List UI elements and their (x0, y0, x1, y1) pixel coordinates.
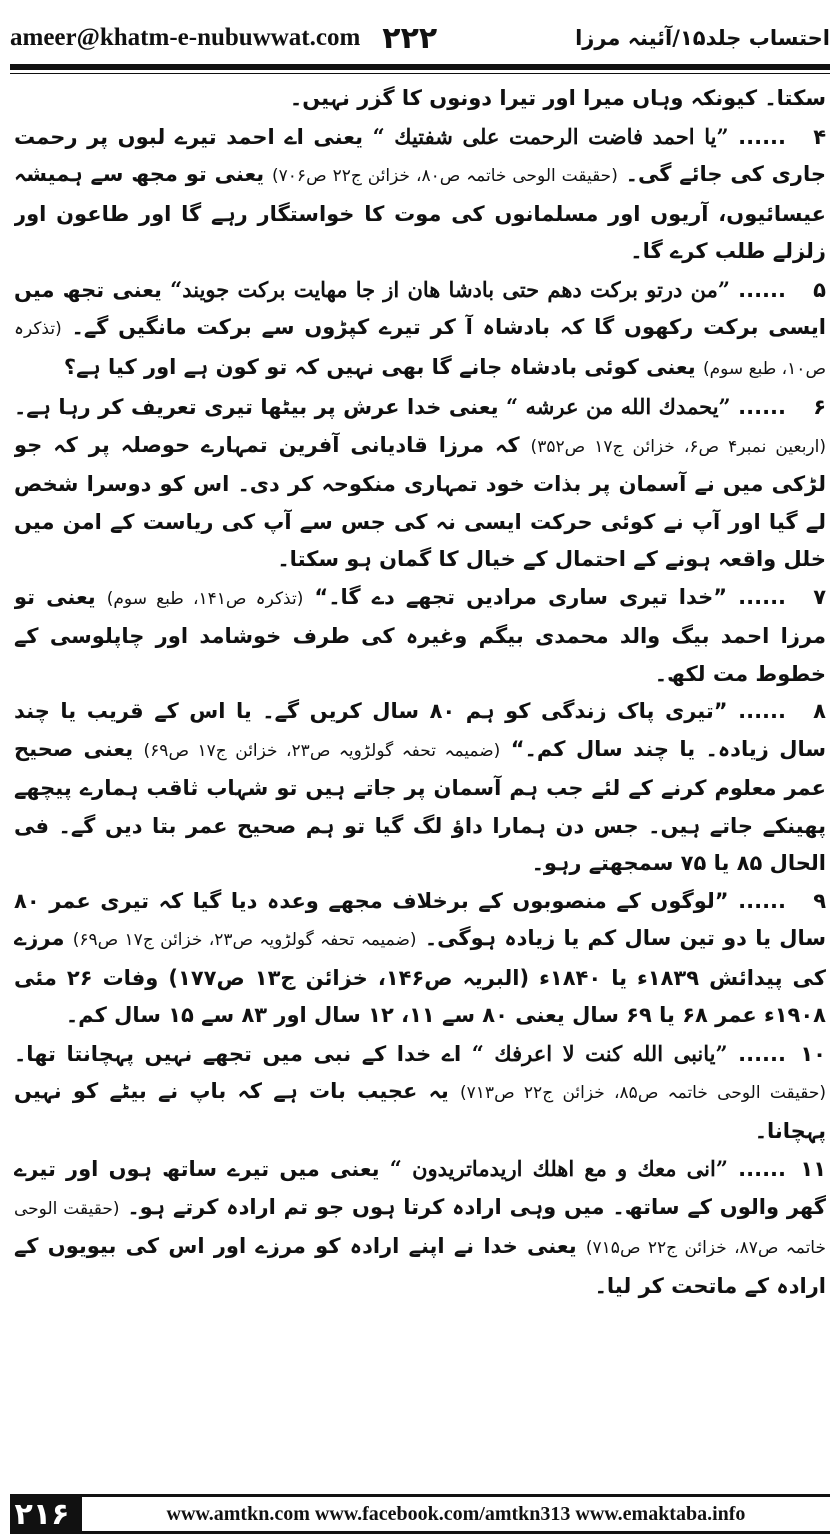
item-quote: ”یحمدك الله من عرشه “ (505, 394, 731, 419)
item-number: ۱۱ (800, 1157, 826, 1181)
item-dots: ...... (738, 888, 787, 913)
list-item (14, 1035, 826, 1151)
item-reference: (اربعین نمبر۴ ص۶، خزائن ج۱۷ ص۳۵۲) (530, 436, 826, 457)
opening-line: سکتا۔ کیونکہ وہاں میرا اور تیرا دونوں کا گزر نہیں۔ (289, 86, 826, 110)
item-comment: یعنی تو مرزا احمد بیگ والد محمدی بیگم وغیرہ کی طرف خوشامد اور چاپلوسی کے خطوط مت لکھ۔ (14, 584, 826, 686)
item-number: ۱۰ (800, 1041, 826, 1066)
page-body (14, 80, 826, 1482)
item-translation: یعنی خدا عرش پر بیٹھا تیری تعریف کر رہا ہے۔ (14, 395, 499, 419)
item-quote: ”یانبی الله کنت لا اعرفك “ (471, 1040, 728, 1066)
item-quote: ”یا احمد فاضت الرحمت علی شفتیك “ (372, 123, 729, 149)
item-reference: (حقیقت الوحی خاتمہ ص۸۰، خزائن ج۲۲ ص۷۰۶) (272, 166, 618, 186)
item-reference: (ضمیمہ تحفہ گولڑویہ ص۲۳، خزائن ج۱۷ ص۶۹) (72, 930, 417, 950)
item-reference: (تذکرہ ص۱۴۱، طبع سوم) (106, 588, 304, 609)
item-reference: (تذکرہ ص۱۰، طبع سوم) (14, 319, 826, 379)
item-dots: ...... (738, 1041, 786, 1066)
item-number: ۸ (813, 699, 826, 723)
footer-links: www.amtkn.com www.facebook.com/amtkn313 www.emaktaba.info (82, 1494, 830, 1534)
list-item (14, 1150, 826, 1305)
item-dots: ...... (738, 277, 786, 302)
item-translation: اے خدا کے نبی میں تجھے نہیں پہچانتا تھا۔ (14, 1041, 462, 1066)
item-comment: یعنی تو مجھ سے ہمیشہ عیسائیوں، آریوں اور مسلمانوں کی موت کا خواستگار رہے گا اور طاعون اور زلزلے طلب کرے گا۔ (14, 162, 826, 263)
header-email: ameer@khatm-e-nubuwwat.com (10, 24, 361, 51)
item-quote: ”خدا تیری ساری مرادیں تجھے دے گا۔“ (314, 584, 728, 609)
header-page-number: ۲۲۲ (382, 20, 438, 56)
item-number: ۵ (813, 277, 826, 302)
item-number: ۶ (813, 395, 826, 419)
list-item (14, 693, 826, 883)
list-item (14, 118, 826, 271)
list-item (14, 883, 826, 1035)
header-rule-thick (10, 64, 830, 70)
item-comment: مرزے کی پیدائش ۱۸۳۹ء یا ۱۸۴۰ء (البریہ ص۱۴۶، خزائن ج۱۳ ص۱۷۷) وفات ۲۶ مئی ۱۹۰۸ء عمر ۶۸ یا ۶۹ سال یعنی ۸۰ سے ۱۱، ۱۲ سال اور ۸۳ سے ۱۵ سال کم۔ (14, 926, 826, 1027)
header-rule-thin (10, 73, 830, 74)
item-number: ۴ (813, 124, 826, 149)
header-left (10, 21, 437, 56)
item-comment: کہ مرزا قادیانی آفرین تمہارے حوصلہ پر کہ جو لڑکی میں نے آسمان پر بذات خود تمہاری منکوحہ کر دی۔ اس کو دوسرا شخص لے گیا اور آپ نے کوئی حرکت ایسی نہ کی جس سے آپ کی ریاست کے امن میں خلل واقعہ ہونے کے احتمال کے خیال کا گمان ہو سکتا۔ (14, 432, 826, 571)
item-number: ۹ (813, 888, 826, 913)
list-item (14, 271, 826, 389)
page-header (10, 18, 830, 58)
item-dots: ...... (738, 584, 787, 609)
item-comment: یعنی صحیح عمر معلوم کرنے کے لئے جب ہم آسمان پر جاتے ہیں تو شہاب ثاقب ہمارے پیچھے پھینکے جاتے ہیں۔ جس دن ہمارا داؤ لگ گیا تو ہم صحیح عمر بتا دیں گے۔ فی الحال ۸۵ یا ۷۵ سمجھتے رہو۔ (14, 736, 826, 875)
item-comment: یعنی کوئی بادشاہ جانے گا بھی نہیں کہ تو کون ہے اور کیا ہے؟ (63, 354, 696, 379)
item-dots: ...... (738, 699, 786, 723)
item-dots: ...... (738, 124, 787, 149)
item-reference: (ضمیمہ تحفہ گولڑویہ ص۲۳، خزائن ج۱۷ ص۶۹) (143, 740, 501, 761)
item-translation: یعنی میں تیرے ساتھ ہوں اور تیرے گھر والوں کے ساتھ۔ میں وہی ارادہ کرتا ہوں جو تم ارادہ کرتے ہو۔ (14, 1157, 826, 1219)
item-quote: ”لوگوں کے منصوبوں کے برخلاف مجھے وعدہ دیا گیا کہ تیری عمر ۸۰ سال یا دو تین سال کم یا زیادہ ہوگی۔ (14, 888, 826, 950)
item-translation: یعنی اے احمد تیرے لبوں پر رحمت جاری کی جائے گی۔ (14, 124, 826, 186)
list-item (14, 579, 826, 694)
item-dots: ...... (738, 395, 787, 419)
page-footer (10, 1494, 830, 1534)
list-item (14, 388, 826, 579)
item-comment: یہ عجیب بات ہے کہ باپ نے بیٹے کو نہیں پہچانا۔ (14, 1079, 826, 1143)
item-comment: یعنی خدا نے اپنے ارادہ کو مرزے اور اس کی بیویوں کے ارادہ کے ماتحت کر لیا۔ (14, 1234, 826, 1298)
item-number: ۷ (813, 584, 826, 609)
item-reference: (حقیقت الوحی خاتمہ ص۸۷، خزائن ج۲۲ ص۷۱۵) (14, 1198, 826, 1258)
item-quote: ”من درتو برکت دهم حتی بادشا هان از جا مهایت برکت جویند“ (170, 276, 730, 302)
item-reference: (حقیقت الوحی خاتمہ ص۸۵، خزائن ج۲۲ ص۷۱۳) (460, 1083, 826, 1103)
item-translation: یعنی تجھ میں ایسی برکت رکھوں گا کہ بادشاہ آ کر تیرے کپڑوں سے برکت مانگیں گے۔ (14, 277, 826, 339)
item-quote: ”تیری پاک زندگی کو ہم ۸۰ سال کریں گے۔ یا اس کے قریب یا چند سال زیادہ۔ یا چند سال کم۔“ (14, 699, 826, 761)
footer-page-number: ۲۱۶ (10, 1494, 74, 1534)
item-dots: ...... (738, 1157, 787, 1181)
running-title: احتساب جلد۱۵/آئینہ مرزا (575, 26, 830, 50)
item-quote: ”انی معك و مع اهلك اریدماتریدون “ (389, 1156, 728, 1181)
